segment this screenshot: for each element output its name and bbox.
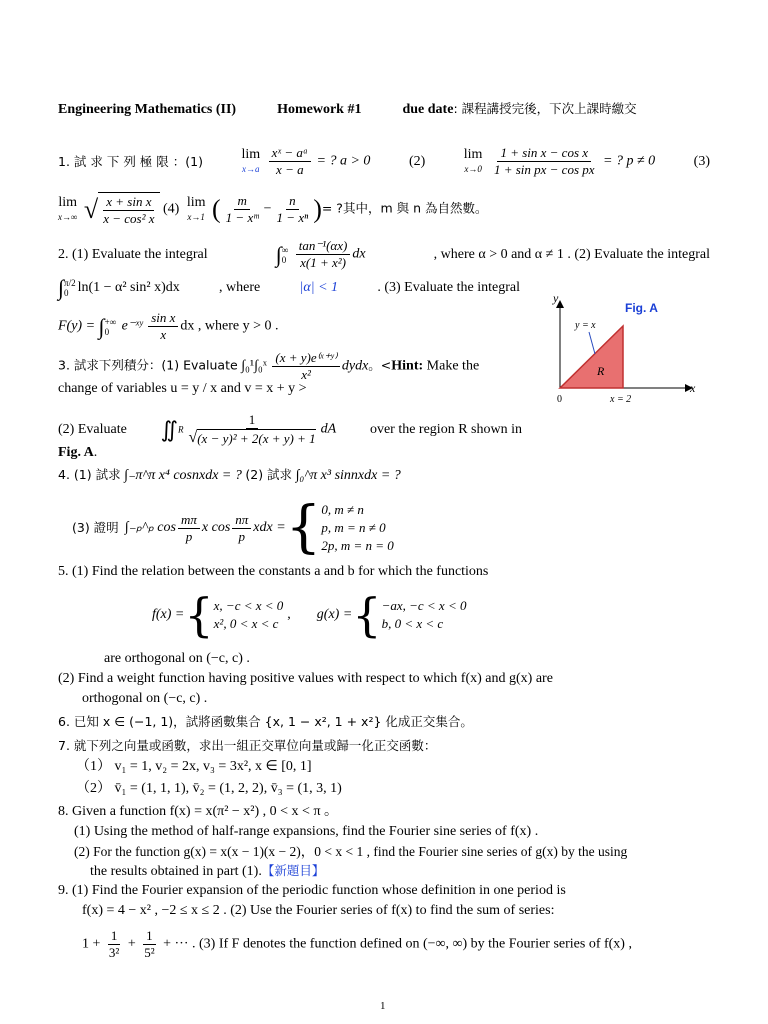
question-4-line-2: (3) 證明 ∫₋ₚ^ₚ cos $\frac{m\pi}{p}$ x cos $\frac{n\pi}{p}$ xdx = { 0, m ≠ n p, m = n ≠ 0 2p, m = n = 0	[72, 495, 394, 560]
fig-a-reference: Fig. A	[58, 445, 94, 460]
question-3-line-2: change of variables u = y / x and v = x + y >	[58, 381, 307, 396]
q2-line1-text: 2. (1) Evaluate the integral	[58, 246, 208, 262]
question-7-line-2: （1） v₁ = 1, v₂ = 2x, v₃ = 3x², x ∈ [0, 1]	[76, 759, 312, 774]
homework-number: Homework #1	[277, 102, 362, 117]
page-number: 1	[380, 1000, 386, 1012]
question-5-line-1: 5. (1) Find the relation between the constants a and b for which the functions	[58, 564, 489, 579]
q3-hint-label: Hint:	[391, 358, 424, 374]
q1-intro: 1. 試 求 下 列 極 限 ：(1)	[58, 153, 203, 169]
question-3-line-3: (2) Evaluate ∬R 1 √ (x − y)² + 2(x + y) + 1 dA over the region R shown in	[58, 412, 522, 447]
question-4-line-1: 4. (1) 試求 ∫₋π^π x⁴ cosnxdx = ? (2) 試求 ∫₀^π x³ sinnxdx = ?	[58, 467, 401, 483]
q2-line1-rest: , where α > 0 and α ≠ 1 . (2) Evaluate the integral	[433, 246, 710, 262]
due-date-label: due date	[402, 102, 454, 117]
question-9-line-3: 1 + $\frac{1}{\text{3²}}$ + $\frac{1}{\text{5²}}$ + ··· . (3) If F denotes the function defined on (−∞, ∞) by the Fourier series of f(x) ,	[82, 928, 632, 960]
q4-cases: 0, m ≠ n p, m = n ≠ 0 2p, m = n = 0	[321, 502, 394, 553]
document-header	[58, 100, 637, 119]
q2-integral-1: ∫ ∞ 0 $\frac{\text{tan⁻¹(αx)}}{\text{x(1 + x²)}}$ dx	[275, 238, 366, 270]
question-5-line-4: (2) Find a weight function having positive values with respect to which f(x) and g(x) are	[58, 671, 553, 686]
q2-integral-2: ∫ π/2 0 ln(1 − α² sin² x)dx	[58, 275, 180, 300]
q1-part1: lim x→a $\frac{\text{xˣ − aᵃ}}{x - a}$ = ? a > 0	[241, 145, 371, 177]
question-3-line-4: Fig. A.	[58, 445, 98, 460]
q1-part4-tail: = ?其中，m 與 n 為自然數。	[321, 200, 488, 216]
question-6: 6. 已知 x ∈ (−1, 1)，試將函數集合 {x, 1 − x², 1 + x²} 化成正交集合。	[58, 714, 473, 729]
q1-part2: lim x→0 $\frac{\text{1 + sin x − cos x}}{\text{1 + sin px − cos px}}$ = ? p ≠ 0	[463, 145, 656, 177]
question-5-functions: f(x) = { x, −c < x < 0 x², 0 < x < c , g(x) = { −ax, −c < x < 0 b, 0 < x < c	[152, 588, 467, 642]
question-5-line-3: are orthogonal on (−c, c) .	[104, 651, 250, 666]
new-question-tag: 【新題目】	[261, 863, 325, 878]
q1-part2-label: (2)	[408, 153, 426, 169]
g-cases: −ax, −c < x < 0 b, 0 < x < c	[381, 598, 467, 631]
region-r	[560, 326, 623, 388]
figure-title: Fig. A	[625, 301, 658, 315]
question-7-line-1: 7. 就下列之向量或函數，求出一組正交單位向量或歸一化正交函數：	[58, 738, 437, 753]
x-axis-label: x	[690, 381, 696, 395]
question-9-line-2: f(x) = 4 − x² , −2 ≤ x ≤ 2 . (2) Use the Fourier series of f(x) to find the sum of series:	[82, 903, 555, 918]
due-date-text: : 課程講授完後，下次上課時繳交	[453, 101, 637, 116]
question-1-line-1	[58, 145, 710, 178]
question-8-line-1: 8. Given a function f(x) = x(π² − x²) , 0 < x < π 。	[58, 804, 339, 819]
origin-label: 0	[557, 394, 562, 405]
question-3-line-1: 3. 試求下列積分：(1) Evaluate ∫₀¹∫₀ˣ $\frac{\text{(x + y)e⁽ˣ⁺ʸ⁾}}{\text{x²}}$ dydx。<Hint: Make the	[58, 350, 480, 382]
y-axis-label: y	[553, 292, 559, 305]
question-8-line-4: the results obtained in part (1).【新題目】	[90, 863, 325, 879]
region-label: R	[597, 364, 605, 378]
fig-a-diagram	[545, 292, 705, 410]
q1-part4-label: (4)	[163, 201, 180, 217]
line-label: y = x	[575, 320, 596, 331]
f-cases: x, −c < x < 0 x², 0 < x < c	[213, 598, 284, 631]
question-8-line-3: (2) For the function g(x) = x(x − 1)(x − 2)，0 < x < 1 , find the Fourier sine series of g(x) by the using	[74, 844, 628, 859]
question-5-line-5: orthogonal on (−c, c) .	[82, 691, 208, 706]
q1-part3-label: (3)	[693, 153, 710, 169]
x-mark-label: x = 2	[610, 394, 632, 405]
question-7-line-3: （2） v̄₁ = (1, 1, 1), v̄₂ = (1, 2, 2), v̄₃ = (1, 3, 1)	[76, 781, 342, 796]
question-8-line-2: (1) Using the method of half-range expansions, find the Fourier sine series of f(x) .	[74, 824, 539, 839]
question-2-line-1	[58, 238, 710, 271]
course-title: Engineering Mathematics (II)	[58, 102, 237, 117]
question-2-line-2: ∫ π/2 0 ln(1 − α² sin² x)dx , where |α| < 1 . (3) Evaluate the integral	[58, 275, 520, 300]
question-9-line-1: 9. (1) Find the Fourier expansion of the periodic function whose definition in one period is	[58, 883, 566, 898]
q1-part3-sqrt: √ $\frac{\text{x + sin x}}{\text{x − cos² x}}$	[84, 192, 160, 227]
question-1-line-2: lim x→∞ √ $\frac{\text{x + sin x}}{\text{x − cos² x}}$ (4) lim x→1 ( $\frac{m}{\text{1 − xᵐ}}$ − $\frac{n}{\text{1 − xⁿ}}$ )= ?其中，m 與 n 為自然數。	[58, 193, 488, 226]
question-2-line-3: F(y) = ∫ +∞ 0 e⁻ˣʸ $\frac{\text{sin x}}{x}$ dx , where y > 0 .	[58, 310, 279, 342]
line-pointer	[589, 332, 595, 354]
q2-condition: |α| < 1	[299, 280, 339, 295]
